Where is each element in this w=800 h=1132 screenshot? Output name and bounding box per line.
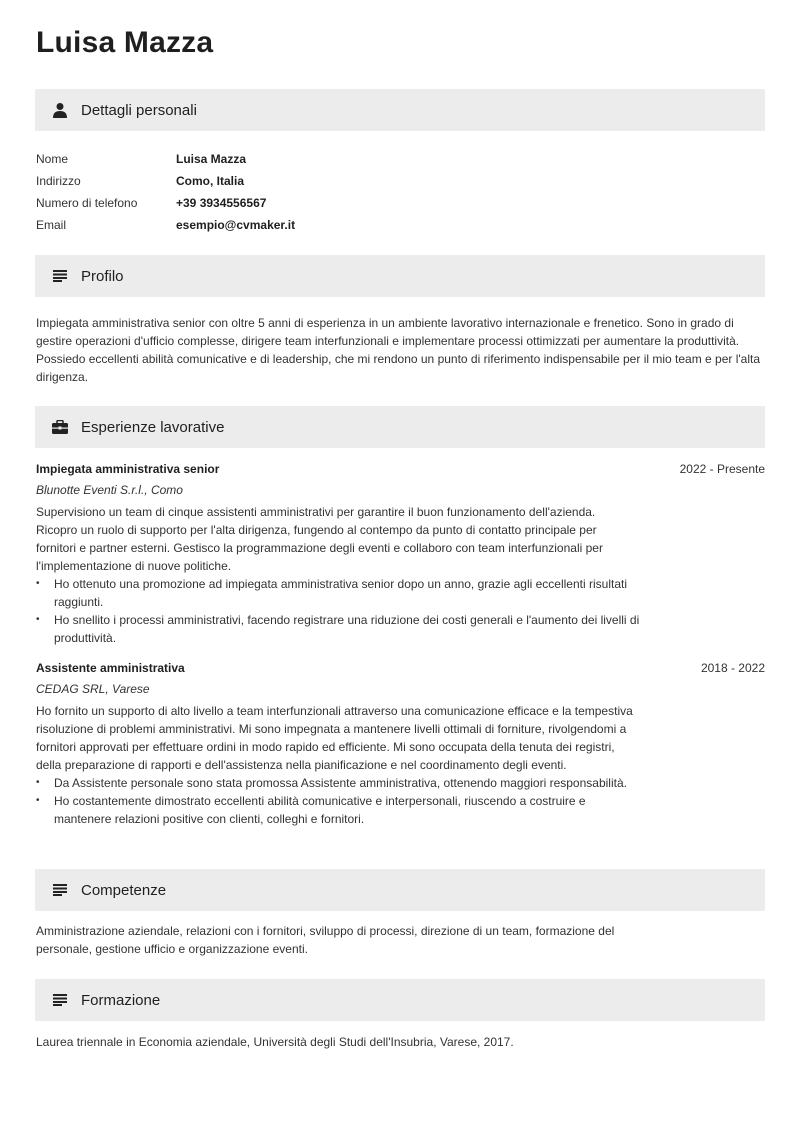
person-icon — [51, 101, 69, 119]
job-entry — [36, 658, 765, 828]
job-bullets — [36, 774, 646, 828]
job-dates: 2018 - 2022 — [700, 661, 765, 675]
lines-icon — [51, 267, 69, 285]
detail-value: +39 3934556567 — [176, 196, 267, 210]
list-item: • Ho costantemente dimostrato eccellenti abilità comunicative e interpersonali, riuscendo a costruire e mantenere relazioni positive con clienti, colleghi e fornitori. — [36, 792, 646, 828]
detail-row-email — [36, 214, 295, 236]
list-item: • Ho snellito i processi amministrativi, facendo registrare una riduzione dei costi generali e l'aumento dei livelli di produttività. — [36, 611, 646, 647]
section-header-skills — [35, 869, 765, 911]
section-header-personal — [35, 89, 765, 131]
lines-icon — [51, 881, 69, 899]
job-description: Supervisiono un team di cinque assistenti amministrativi per garantire il buon funzionamento dell'azienda. Ricopro un ruolo di supporto per l'alta dirigenza, fungendo al contempo da punto di contatto principale per fornitori e partner esterni. Gestisco la programmazione degli eventi e collaboro con team interfunzionali per l'implementazione di nuove politiche. — [36, 505, 603, 573]
detail-label: Indirizzo — [36, 174, 81, 188]
detail-row-name — [36, 148, 295, 170]
job-company: CEDAG SRL, Varese — [36, 682, 150, 696]
list-item: • Ho ottenuto una promozione ad impiegata amministrativa senior dopo un anno, grazie agli eccellenti risultati raggiunti. — [36, 575, 646, 611]
job-company: Blunotte Eventi S.r.l., Como — [36, 483, 183, 497]
resume-name: Luisa Mazza — [36, 26, 214, 59]
detail-label: Numero di telefono — [36, 196, 138, 210]
lines-icon — [51, 991, 69, 1009]
detail-row-address — [36, 170, 295, 192]
detail-row-phone — [36, 192, 295, 214]
list-item: • Da Assistente personale sono stata promossa Assistente amministrativa, ottenendo maggiori responsabilità. — [36, 774, 646, 792]
profile-text: Impiegata amministrativa senior con oltre 5 anni di esperienza in un ambiente lavorativo internazionale e frenetico. Sono in grado di gestire operazioni d'ufficio complesse, dirigere team interfunzionali e implementare processi ottimizzati per aumentare la produttività. Possiedo eccellenti abilità comunicative e di leadership, che mi rendono un punto di riferimento indispensabile per il mio team e per l'alta dirigenza. — [36, 316, 761, 384]
personal-details — [36, 148, 295, 236]
skills-text: Amministrazione aziendale, relazioni con i fornitori, sviluppo di processi, direzione di un team, formazione del personale, gestione ufficio e organizzazione eventi. — [36, 924, 615, 956]
job-entry — [36, 459, 765, 647]
detail-value: Como, Italia — [176, 174, 245, 188]
section-header-education — [35, 979, 765, 1021]
section-header-experience — [35, 406, 765, 448]
job-description: Ho fornito un supporto di alto livello a team interfunzionali attraverso una comunicazione efficace e la tempestiva risoluzione di problemi amministrativi. Mi sono impegnata a mantenere livelli ottimali di forniture, rivolgendomi a fornitori approvati per effettuare ordini in modo rapido ed efficiente. Mi sono occupata della tenuta dei registri, della preparazione di rapporti e dell'assistenza nella pianificazione e nel coordinamento degli eventi. — [36, 704, 633, 772]
detail-label: Nome — [36, 152, 69, 166]
detail-label: Email — [36, 218, 67, 232]
section-title: Dettagli personali — [81, 101, 197, 119]
job-title: Impiegata amministrativa senior — [36, 462, 220, 476]
section-title: Competenze — [81, 881, 167, 899]
detail-value: Luisa Mazza — [176, 152, 247, 166]
job-dates: 2022 - Presente — [679, 462, 765, 476]
section-title: Esperienze lavorative — [81, 418, 225, 436]
job-bullets — [36, 575, 646, 647]
job-title: Assistente amministrativa — [36, 661, 185, 675]
detail-value: esempio@cvmaker.it — [176, 218, 296, 232]
education-text: Laurea triennale in Economia aziendale, Università degli Studi dell'Insubria, Varese, 2017. — [36, 1035, 514, 1049]
briefcase-icon — [51, 418, 69, 436]
section-title: Formazione — [81, 991, 161, 1009]
section-title: Profilo — [81, 267, 124, 285]
section-header-profile — [35, 255, 765, 297]
